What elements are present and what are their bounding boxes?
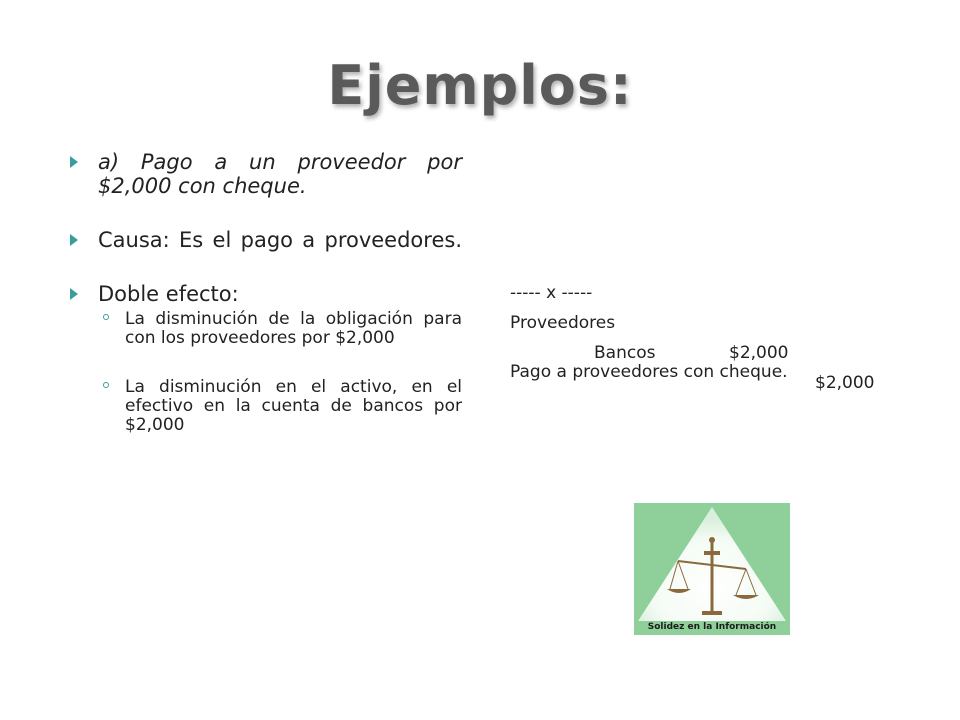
solidez-logo: [634, 503, 790, 635]
sub-bullet-asset: [70, 378, 462, 435]
debit-amount: $2,000: [729, 343, 789, 363]
logo-caption: Solidez en la Información: [647, 622, 777, 632]
sub-bullet-text: La disminución de la obligación para con los proveedores por $2,000: [125, 309, 462, 348]
bullet-arrow-icon: [70, 234, 78, 246]
bullet-text: Causa: Es el pago a proveedores.: [98, 228, 462, 252]
journal-description: Pago a proveedores con cheque.: [510, 362, 788, 382]
bullet-double-effect: [70, 282, 462, 306]
credit-amount: $2,000: [815, 373, 875, 393]
bullet-arrow-icon: [70, 288, 78, 300]
credit-account: Bancos: [594, 343, 656, 363]
bullet-example-a: [70, 150, 462, 198]
bullet-arrow-icon: [70, 156, 78, 168]
slide-title: Ejemplos:: [327, 54, 633, 117]
bullet-text: a) Pago a un proveedor por $2,000 con cheque.: [98, 150, 462, 198]
journal-entry: [510, 248, 930, 393]
scales-of-justice-pyramid-icon: [634, 503, 790, 635]
left-column: [70, 150, 462, 435]
journal-separator: [510, 248, 930, 303]
debit-account: Proveedores: [510, 313, 616, 333]
bullet-cause: [70, 228, 462, 252]
sub-bullet-ring-icon: [103, 314, 109, 320]
sub-bullet-text: La disminución en el activo, en el efectivo en la cuenta de bancos por $2,000: [125, 377, 462, 435]
sub-bullet-ring-icon: [103, 382, 109, 388]
bullet-text: Doble efecto:: [98, 282, 239, 306]
sub-bullet-obligation: [70, 310, 462, 348]
journal-separator-text: ----- x -----: [510, 283, 593, 303]
